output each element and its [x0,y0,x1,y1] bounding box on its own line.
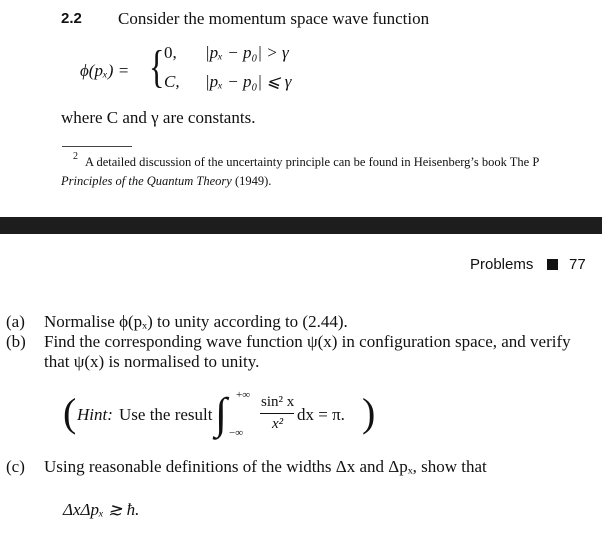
footnote-book-title: Principles of the Quantum Theory [61,174,232,188]
case1-condition: |pₓ − p₀| > γ [205,43,289,62]
problem-number: 2.2 [61,10,82,27]
part-b-label: (b) [6,332,26,351]
case1-value: 0, [164,43,177,62]
integral-rhs: dx = π. [297,405,345,424]
footnote-marker: 2 [73,151,78,162]
integral-lower-limit: −∞ [229,427,244,439]
part-b-text-line1: Find the corresponding wave function ψ(x) in configuration space, and verify [44,332,571,351]
fraction-denominator: x² [272,416,284,432]
part-a-label: (a) [6,312,25,331]
case2-value: C, [164,72,180,91]
part-c-text: Using reasonable definitions of the widths Δx and Δpₓ, show that [44,457,487,476]
part-c-result: ΔxΔpₓ ≳ ħ. [63,500,140,519]
case2-condition: |pₓ − p₀| ⩽ γ [205,72,292,91]
integral-upper-limit: +∞ [236,389,251,401]
footnote-line2 [61,174,271,189]
part-c-label: (c) [6,457,25,476]
part-b-text-line2: that ψ(x) is normalised to unity. [44,352,260,371]
cases-brace-icon: { [149,41,165,92]
page-break-bar [0,217,602,234]
footnote-line1: A detailed discussion of the uncertainty principle can be found in Heisenberg’s book The P [85,155,540,169]
integral-sign-icon: ∫ [215,389,228,438]
hint-open-paren-icon: ( [63,390,77,435]
hint-text: Use the result [119,405,213,424]
fraction-bar [260,413,294,414]
footnote-divider [62,146,132,147]
problem-intro: Consider the momentum space wave function [118,9,430,28]
header-square-icon [547,259,558,270]
page-number: 77 [569,256,586,273]
hint-close-paren-icon: ) [362,390,376,435]
function-lhs: ϕ(pₓ) = [80,61,130,80]
hint-label: Hint: [77,405,113,424]
section-label: Problems [470,256,534,273]
fraction-numerator: sin² x [261,394,295,410]
where-line: where C and γ are constants. [61,108,256,127]
part-a-text: Normalise ϕ(pₓ) to unity according to (2.44). [44,312,348,331]
footnote-year: (1949). [234,174,272,188]
